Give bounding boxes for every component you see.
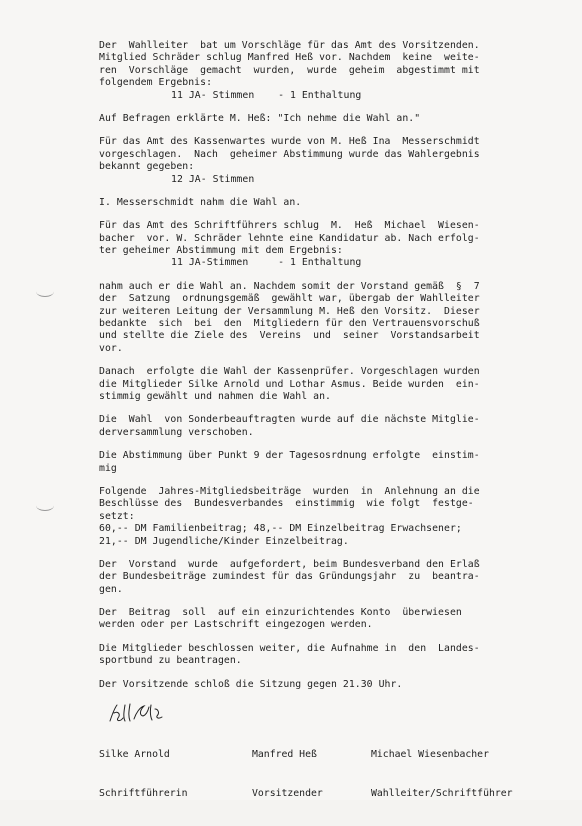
signature-michael-wiesenbacher (371, 722, 513, 826)
text-line: werden oder per Lastschrift eingezogen werden. (99, 619, 373, 631)
text-line: stimmig gewählt und nahmen die Wahl an. (99, 390, 331, 402)
paragraph (99, 679, 549, 691)
paragraph (99, 414, 549, 439)
text-line: derversammlung verschoben. (99, 426, 254, 438)
paragraph (99, 366, 549, 403)
text-line: der Satzung ordnungsgemäß gewählt war, übergab der Wahlleiter (99, 293, 480, 305)
signature-silke-arnold (99, 722, 187, 826)
paragraph (99, 197, 549, 209)
text-line: bacher vor. W. Schräder lehnte eine Kandidatur ab. Nach erfolg- (99, 232, 480, 244)
text-line: 60,-- DM Familienbeitrag; 48,-- DM Einzelbeitrag Erwachsener; (99, 523, 462, 535)
text-line: die Mitglieder Silke Arnold und Lothar Asmus. Beide wurden ein- (99, 378, 480, 390)
text-line: bekannt gegeben: (99, 161, 195, 173)
text-line: I. Messerschmidt nahm die Wahl an. (99, 196, 302, 208)
text-line: Der Wahlleiter bat um Vorschläge für das Amt des Vorsitzenden. (99, 40, 480, 51)
text-line: Die Abstimmung über Punkt 9 der Tagesosrdnung erfolgte einstim- (99, 450, 480, 462)
text-line: Die Mitglieder beschlossen weiter, die Aufnahme in den Landes- (99, 642, 480, 654)
text-line: sportbund zu beantragen. (99, 655, 242, 667)
paragraph (99, 113, 549, 125)
text-line: ren Vorschläge gemacht wurden, wurde geheim abgestimmt mit (99, 64, 480, 76)
text-line: ter geheimer Abstimmung mit dem Ergebnis: (99, 245, 343, 257)
text-line: und stellte die Ziele des Vereins und seiner Vorstandsarbeit (99, 330, 480, 342)
signature-manfred-hess (252, 722, 323, 826)
text-line: Für das Amt des Schriftführers schlug M. Heß Michael Wiesen- (99, 220, 480, 232)
text-line: vorgeschlagen. Nach geheimer Abstimmung wurde das Wahlergebnis (99, 148, 480, 160)
paragraph (99, 559, 549, 596)
text-line: bedankte sich bei den Mitgliedern für den Vertrauensvorschuß (99, 318, 480, 330)
text-line: folgendem Ergebnis: (99, 77, 213, 89)
paragraph (99, 450, 549, 475)
text-line: Beschlüsse des Bundesverbandes einstimmig wie folgt festge- (99, 498, 474, 510)
punch-hole-top (36, 286, 54, 297)
text-line: 12 JA- Stimmen (171, 173, 255, 185)
text-line: Die Wahl von Sonderbeauftragten wurde auf die nächste Mitglie- (99, 414, 480, 426)
text-line: nahm auch er die Wahl an. Nachdem somit der Vorstand gemäß § 7 (99, 280, 480, 292)
text-line: 21,-- DM Jugendliche/Kinder Einzelbeitrag. (99, 535, 349, 547)
text-line: setzt: (99, 510, 135, 522)
text-line: Folgende Jahres-Mitgliedsbeiträge wurden in Anlehnung an die (99, 485, 480, 497)
signer-role: Vorsitzender (252, 788, 323, 799)
text-line: Für das Amt des Kassenwartes wurde von M. Heß Ina Messerschmidt (99, 136, 480, 148)
paragraph (99, 281, 549, 355)
text-line: gen. (99, 583, 123, 595)
paragraph (99, 643, 549, 668)
text-line: vor. (99, 342, 123, 354)
signer-name: Manfred Heß (252, 749, 317, 760)
text-line: Der Vorstand wurde aufgefordert, beim Bundesverband den Erlaß (99, 558, 480, 570)
text-line: Der Beitrag soll auf ein einzurichtendes Konto überwiesen (99, 607, 462, 619)
signer-role: Wahlleiter/Schriftführer (371, 788, 513, 799)
text-line: Mitglied Schräder schlug Manfred Heß vor. Nachdem keine weite- (99, 52, 480, 64)
paragraph (99, 607, 549, 632)
text-line: zur weiteren Leitung der Versammlung M. Heß den Vorsitz. Dieser (99, 305, 480, 317)
signer-role: Schriftführerin (99, 788, 188, 799)
paragraph (99, 486, 549, 548)
punch-hole-bottom (36, 500, 54, 511)
paragraph (99, 136, 549, 186)
signer-name: Michael Wiesenbacher (371, 749, 489, 760)
paragraph (99, 40, 549, 102)
text-line: 11 JA-Stimmen - 1 Enthaltung (171, 257, 362, 269)
text-line: 11 JA- Stimmen - 1 Enthaltung (171, 89, 362, 101)
text-line: Danach erfolgte die Wahl der Kassenprüfer. Vorgeschlagen wurden (99, 366, 480, 378)
signer-name: Silke Arnold (99, 749, 170, 760)
document-body (99, 40, 549, 702)
text-line: Auf Befragen erklärte M. Heß: "Ich nehme die Wahl an." (99, 112, 421, 124)
paragraph (99, 220, 549, 270)
text-line: Der Vorsitzende schloß die Sitzung gegen 21.30 Uhr. (99, 678, 403, 690)
text-line: der Bundesbeiträge zumindest für das Gründungsjahr zu beantra- (99, 571, 480, 583)
text-line: mig (99, 462, 117, 474)
